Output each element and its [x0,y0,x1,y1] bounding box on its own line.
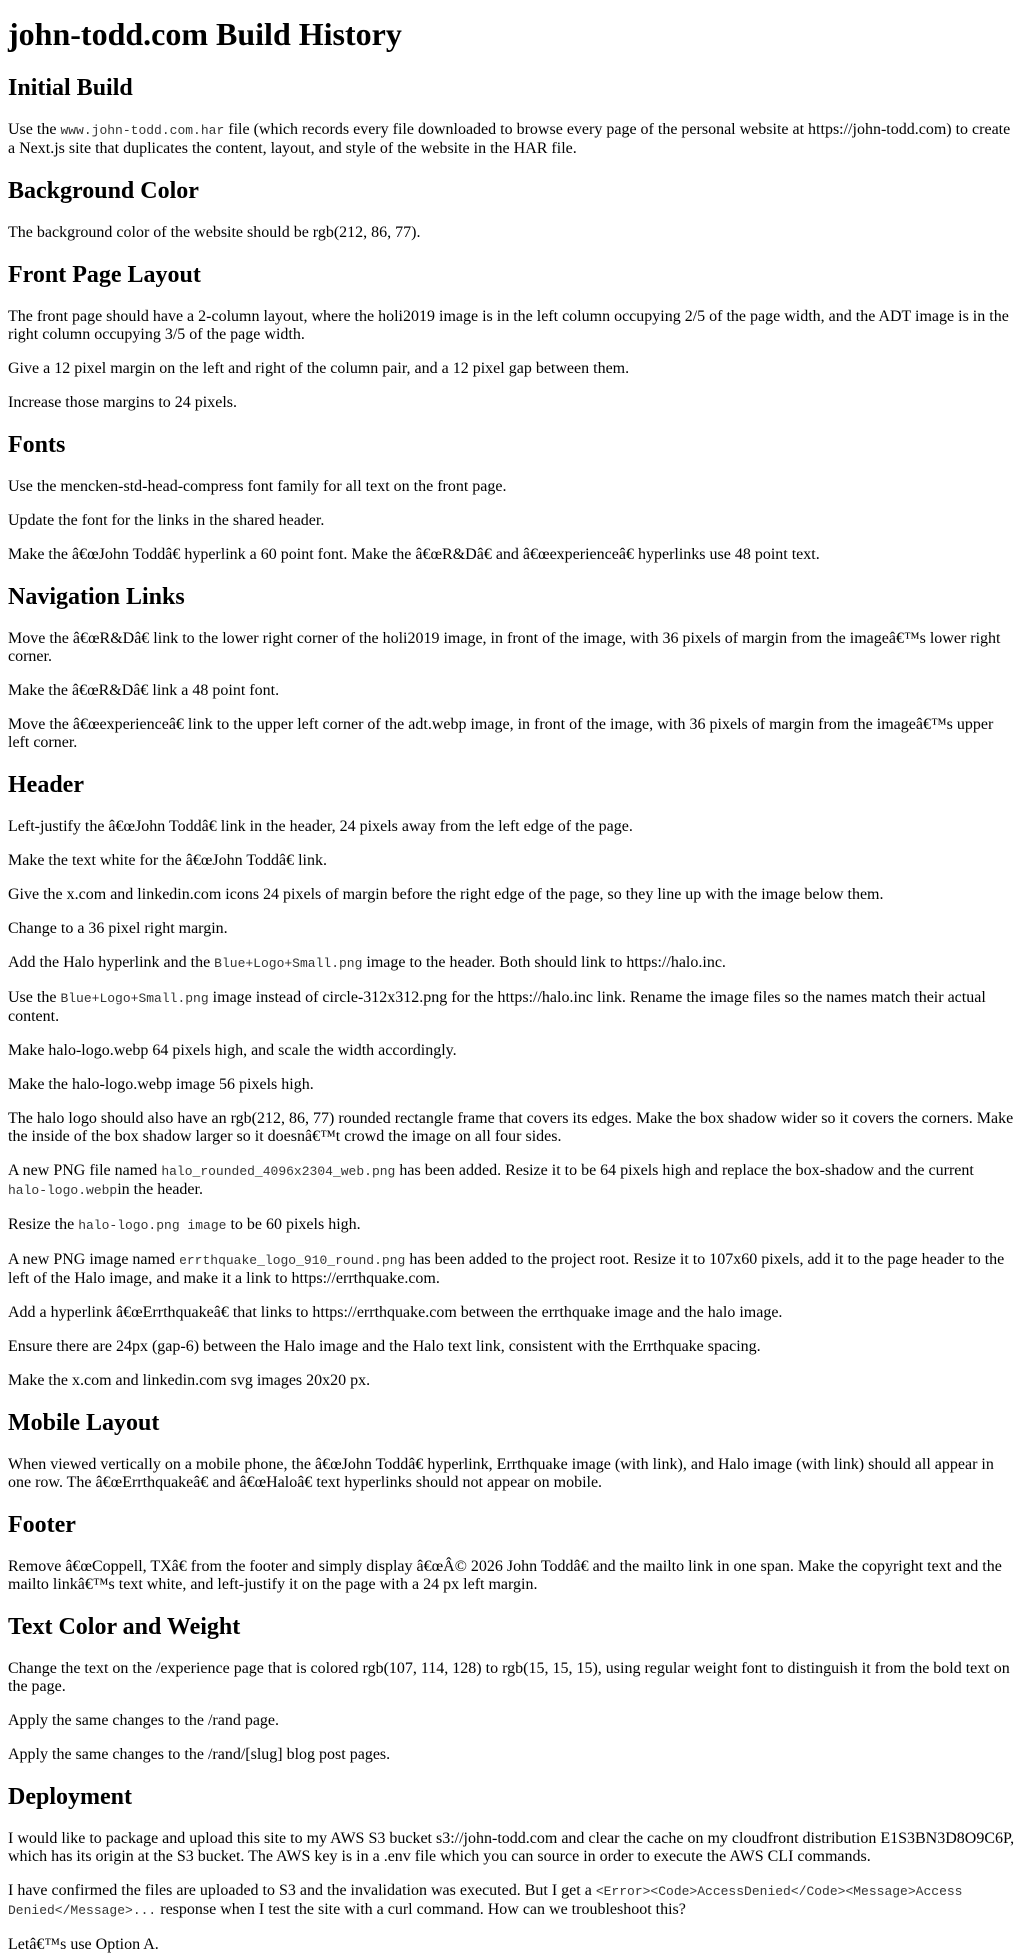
paragraph [8,512,1016,530]
paragraph [8,1216,1016,1235]
inline-code: <Error><Code>AccessDenied</Code><Message>Access Denied</Message>... [8,1884,963,1918]
paragraph [8,121,1016,158]
paragraph-text: Left-justify the â€œJohn Toddâ€ link in the header, 24 pixels away from the left edge of the page. [8,818,633,835]
paragraph-text: The background color of the website should be rgb(212, 86, 77). [8,224,421,241]
paragraph [8,308,1016,344]
inline-code: Blue+Logo+Small.png [214,956,363,971]
section [8,1409,1016,1492]
paragraph [8,1162,1016,1200]
paragraph [8,920,1016,938]
paragraph-text: Make the text white for the â€œJohn Toddâ€ link. [8,852,327,869]
section-heading: Mobile Layout [8,1410,160,1436]
section-heading: Front Page Layout [8,262,201,288]
paragraph [8,1882,1016,1920]
paragraph-text: Update the font for the links in the shared header. [8,512,325,529]
paragraph-text: Change the text on the /experience page that is colored rgb(107, 114, 128) to rgb(15, 15, 15), using regular weight font to distinguish it from the bold text on the page. [8,1660,1010,1695]
sections [8,74,1016,1954]
paragraph-text: Change to a 36 pixel right margin. [8,920,228,937]
section-heading: Initial Build [8,75,133,101]
paragraph-text: Ensure there are 24px (gap-6) between the Halo image and the Halo text link, consistent with the Errthquake spacing. [8,1338,761,1355]
paragraph-text: Add the Halo hyperlink and the [8,954,215,971]
paragraph [8,630,1016,666]
paragraph [8,360,1016,378]
paragraph [8,1251,1016,1288]
section [8,1511,1016,1594]
paragraph-text: Use the mencken-std-head-compress font family for all text on the front page. [8,478,507,495]
paragraph [8,954,1016,973]
paragraph-text: Move the â€œexperienceâ€ link to the upper left corner of the adt.webp image, in front of the image, with 36 pixels of margin from the imageâ€™s upper left corner. [8,716,994,751]
section-heading: Text Color and Weight [8,1614,241,1640]
paragraph-text: When viewed vertically on a mobile phone, the â€œJohn Toddâ€ hyperlink, Errthquake image (with link), and Halo image (with link) should all appear in one row. The â€œErrthquakeâ€ and â€œHaloâ€ text hyperlinks should not appear on mobile. [8,1456,994,1491]
section [8,1613,1016,1764]
paragraph-text: A new PNG file named [8,1162,162,1179]
section-heading: Background Color [8,178,199,204]
paragraph [8,1558,1016,1594]
section-heading: Header [8,772,84,798]
paragraph-text: Add a hyperlink â€œErrthquakeâ€ that links to https://errthquake.com between the errthquake image and the halo image. [8,1304,783,1321]
paragraph [8,852,1016,870]
inline-code: errthquake_logo_910_round.png [179,1253,406,1268]
section-heading: Deployment [8,1784,132,1810]
paragraph-text: Use the [8,121,61,138]
inline-code: halo-logo.png image [78,1218,227,1233]
paragraph-text: I would like to package and upload this site to my AWS S3 bucket s3://john-todd.com and clear the cache on my cloudfront distribution E1S3BN3D8O9C6P, which has its origin at the S3 bucket. The AWS key is in a .env file which you can source in order to execute the AWS CLI commands. [8,1830,1015,1865]
paragraph-text: response when I test the site with a curl command. How can we troubleshoot this? [156,1901,686,1918]
paragraph [8,1372,1016,1390]
paragraph [8,1076,1016,1094]
paragraph [8,1304,1016,1322]
paragraph-text: I have confirmed the files are uploaded to S3 and the invalidation was executed. But I get a [8,1882,596,1899]
paragraph [8,1830,1016,1866]
section-heading: Fonts [8,432,66,458]
paragraph [8,224,1016,242]
paragraph-text: to be 60 pixels high. [226,1216,361,1233]
paragraph [8,1042,1016,1060]
paragraph-text: Give a 12 pixel margin on the left and right of the column pair, and a 12 pixel gap between them. [8,360,630,377]
paragraph [8,1110,1016,1146]
inline-code: Blue+Logo+Small.png [60,991,209,1006]
paragraph [8,716,1016,752]
paragraph-text: Increase those margins to 24 pixels. [8,394,237,411]
paragraph [8,818,1016,836]
paragraph [8,1746,1016,1764]
section [8,74,1016,158]
paragraph [8,1338,1016,1356]
paragraph-text: image instead of circle-312x312.png for the https://halo.inc link. Rename the image files so the names match their actual content. [8,989,986,1025]
paragraph [8,1712,1016,1730]
section [8,177,1016,242]
paragraph-text: Use the [8,989,61,1006]
paragraph [8,1660,1016,1696]
paragraph [8,886,1016,904]
inline-code: halo_rounded_4096x2304_web.png [161,1164,396,1179]
paragraph [8,478,1016,496]
section-heading: Footer [8,1512,76,1538]
page-title: john-todd.com Build History [8,16,402,52]
paragraph [8,989,1016,1026]
section [8,431,1016,564]
paragraph-text: Make halo-logo.webp 64 pixels high, and scale the width accordingly. [8,1042,457,1059]
paragraph-text: in the header. [117,1181,203,1198]
section [8,1783,1016,1954]
paragraph-text: Give the x.com and linkedin.com icons 24 pixels of margin before the right edge of the page, so they line up with the image below them. [8,886,884,903]
paragraph [8,394,1016,412]
paragraph [8,1936,1016,1954]
paragraph-text: has been added to the project root. Resize it to 107x60 pixels, add it to the page header to the left of the Halo image, and make it a link to https://errthquake.com. [8,1251,1005,1287]
paragraph-text: Move the â€œR&Dâ€ link to the lower right corner of the holi2019 image, in front of the image, with 36 pixels of margin from the imageâ€™s lower right corner. [8,630,1001,665]
paragraph-text: Apply the same changes to the /rand page. [8,1712,280,1729]
paragraph [8,682,1016,700]
section-heading: Navigation Links [8,584,185,610]
paragraph-text: The halo logo should also have an rgb(212, 86, 77) rounded rectangle frame that covers its edges. Make the box shadow wider so it covers the corners. Make the inside of the box shadow larger so it doesnâ€™t crowd the image on all four sides. [8,1110,1014,1145]
paragraph-text: has been added. Resize it to be 64 pixels high and replace the box-shadow and the current [395,1162,974,1179]
paragraph-text: The front page should have a 2-column layout, where the holi2019 image is in the left column occupying 2/5 of the page width, and the ADT image is in the right column occupying 3/5 of the page width. [8,308,1009,343]
paragraph-text: Make the â€œJohn Toddâ€ hyperlink a 60 point font. Make the â€œR&Dâ€ and â€œexperienceâ€ hyperlinks use 48 point text. [8,546,820,563]
paragraph [8,1456,1016,1492]
paragraph-text: Apply the same changes to the /rand/[slug] blog post pages. [8,1746,391,1763]
paragraph-text: Resize the [8,1216,79,1233]
paragraph-text: A new PNG image named [8,1251,180,1268]
paragraph-text: image to the header. Both should link to https://halo.inc. [362,954,726,971]
section [8,771,1016,1390]
section [8,583,1016,752]
section [8,261,1016,412]
paragraph-text: Make the halo-logo.webp image 56 pixels high. [8,1076,314,1093]
paragraph [8,546,1016,564]
paragraph-text: Make the â€œR&Dâ€ link a 48 point font. [8,682,280,699]
inline-code: www.john-todd.com.har [60,123,225,138]
paragraph-text: Letâ€™s use Option A. [8,1936,159,1953]
paragraph-text: Make the x.com and linkedin.com svg images 20x20 px. [8,1372,371,1389]
inline-code: halo-logo.webp [8,1183,118,1198]
paragraph-text: file (which records every file downloaded to browse every page of the personal website at https://john-todd.com) to create a Next.js site that duplicates the content, layout, and style of the website in the HAR file. [8,121,1011,157]
paragraph-text: Remove â€œCoppell, TXâ€ from the footer and simply display â€œÂ© 2026 John Toddâ€ and the mailto link in one span. Make the copyright text and the mailto linkâ€™s text white, and left-justify it on the page with a 24 px left margin. [8,1558,1002,1593]
